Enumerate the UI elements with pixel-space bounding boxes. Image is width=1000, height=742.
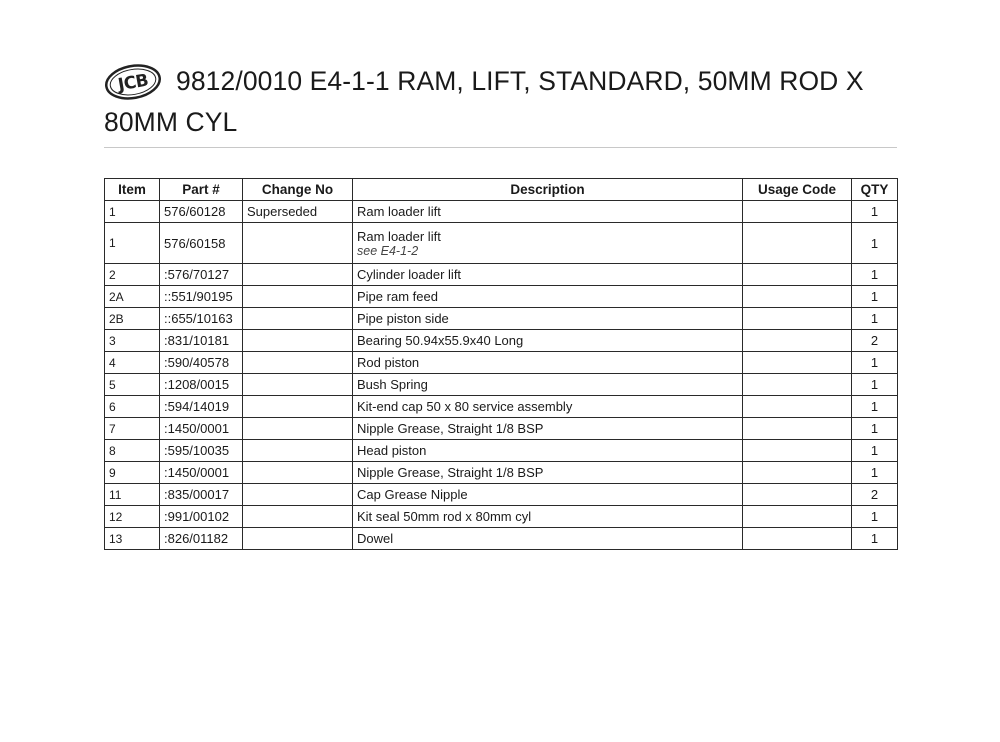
- cell-qty: 1: [852, 462, 898, 484]
- cell-change-no: [243, 396, 353, 418]
- cell-item: 2A: [105, 286, 160, 308]
- jcb-logo: [104, 60, 162, 104]
- cell-usage-code: [743, 440, 852, 462]
- cell-usage-code: [743, 528, 852, 550]
- cell-description: Bearing 50.94x55.9x40 Long: [353, 330, 743, 352]
- cell-description: Nipple Grease, Straight 1/8 BSP: [353, 462, 743, 484]
- cell-part-number: 576/60128: [160, 201, 243, 223]
- table-row: [105, 528, 898, 550]
- cell-part-number: :1208/0015: [160, 374, 243, 396]
- cell-qty: 1: [852, 506, 898, 528]
- cell-usage-code: [743, 374, 852, 396]
- cell-part-number: ::551/90195: [160, 286, 243, 308]
- cell-description: Cylinder loader lift: [353, 264, 743, 286]
- cell-usage-code: [743, 396, 852, 418]
- page-header: [104, 58, 896, 143]
- cell-description: Kit-end cap 50 x 80 service assembly: [353, 396, 743, 418]
- cell-part-number: :590/40578: [160, 352, 243, 374]
- cell-part-number: :991/00102: [160, 506, 243, 528]
- cell-item: 4: [105, 352, 160, 374]
- col-header-qty: QTY: [852, 179, 898, 201]
- cell-part-number: ::655/10163: [160, 308, 243, 330]
- table-row: [105, 484, 898, 506]
- cell-qty: 1: [852, 201, 898, 223]
- cell-change-no: [243, 528, 353, 550]
- col-header-item: Item: [105, 179, 160, 201]
- cell-qty: 1: [852, 352, 898, 374]
- cell-description: Ram loader lift: [353, 201, 743, 223]
- table-row: [105, 286, 898, 308]
- cell-item: 12: [105, 506, 160, 528]
- cell-description: Kit seal 50mm rod x 80mm cyl: [353, 506, 743, 528]
- cell-item: 1: [105, 201, 160, 223]
- cell-description: Cap Grease Nipple: [353, 484, 743, 506]
- table-row: [105, 374, 898, 396]
- cell-change-no: [243, 374, 353, 396]
- cell-item: 1: [105, 223, 160, 264]
- table-body: [105, 201, 898, 550]
- cell-usage-code: [743, 352, 852, 374]
- cell-qty: 1: [852, 418, 898, 440]
- table-row: [105, 462, 898, 484]
- cell-description: Nipple Grease, Straight 1/8 BSP: [353, 418, 743, 440]
- cell-description: Dowel: [353, 528, 743, 550]
- svg-text:JCB: JCB: [116, 70, 150, 96]
- cell-part-number: :1450/0001: [160, 462, 243, 484]
- cell-item: 5: [105, 374, 160, 396]
- table-header-row: [105, 179, 898, 201]
- cell-item: 8: [105, 440, 160, 462]
- cell-usage-code: [743, 330, 852, 352]
- cell-change-no: [243, 330, 353, 352]
- cell-part-number: 576/60158: [160, 223, 243, 264]
- cell-change-no: [243, 462, 353, 484]
- cell-usage-code: [743, 418, 852, 440]
- cell-change-no: [243, 223, 353, 264]
- cell-change-no: [243, 286, 353, 308]
- cell-usage-code: [743, 286, 852, 308]
- cell-usage-code: [743, 308, 852, 330]
- cell-usage-code: [743, 223, 852, 264]
- description-text: Ram loader lift: [357, 228, 441, 244]
- col-header-description: Description: [353, 179, 743, 201]
- table-row: [105, 506, 898, 528]
- table-row: [105, 330, 898, 352]
- cell-qty: 1: [852, 396, 898, 418]
- description-note: see E4-1-2: [357, 243, 419, 258]
- cell-description: Pipe piston side: [353, 308, 743, 330]
- cell-change-no: [243, 440, 353, 462]
- title-divider: [104, 147, 897, 148]
- table-row: [105, 201, 898, 223]
- cell-description: Head piston: [353, 440, 743, 462]
- table-row: [105, 396, 898, 418]
- cell-qty: 1: [852, 223, 898, 264]
- cell-part-number: :835/00017: [160, 484, 243, 506]
- cell-description: Bush Spring: [353, 374, 743, 396]
- cell-change-no: [243, 308, 353, 330]
- cell-description: [353, 223, 743, 264]
- cell-part-number: :595/10035: [160, 440, 243, 462]
- cell-change-no: Superseded: [243, 201, 353, 223]
- cell-change-no: [243, 506, 353, 528]
- cell-item: 6: [105, 396, 160, 418]
- cell-item: 2B: [105, 308, 160, 330]
- cell-qty: 1: [852, 528, 898, 550]
- col-header-change: Change No: [243, 179, 353, 201]
- cell-item: 2: [105, 264, 160, 286]
- cell-qty: 2: [852, 484, 898, 506]
- table-row: [105, 308, 898, 330]
- cell-item: 7: [105, 418, 160, 440]
- col-header-part: Part #: [160, 179, 243, 201]
- cell-change-no: [243, 352, 353, 374]
- cell-item: 11: [105, 484, 160, 506]
- cell-item: 13: [105, 528, 160, 550]
- col-header-usage: Usage Code: [743, 179, 852, 201]
- cell-item: 3: [105, 330, 160, 352]
- table-row: [105, 440, 898, 462]
- cell-qty: 1: [852, 374, 898, 396]
- cell-usage-code: [743, 484, 852, 506]
- cell-part-number: :1450/0001: [160, 418, 243, 440]
- table-row: [105, 264, 898, 286]
- cell-description: Pipe ram feed: [353, 286, 743, 308]
- cell-qty: 1: [852, 286, 898, 308]
- cell-usage-code: [743, 462, 852, 484]
- table-row: [105, 223, 898, 264]
- cell-usage-code: [743, 506, 852, 528]
- cell-qty: 2: [852, 330, 898, 352]
- cell-change-no: [243, 418, 353, 440]
- cell-description: Rod piston: [353, 352, 743, 374]
- cell-part-number: :831/10181: [160, 330, 243, 352]
- cell-usage-code: [743, 201, 852, 223]
- page-title: 9812/0010 E4-1-1 RAM, LIFT, STANDARD, 50MM ROD X 80MM CYL: [104, 66, 864, 137]
- parts-table: [104, 178, 898, 550]
- table-row: [105, 418, 898, 440]
- cell-qty: 1: [852, 308, 898, 330]
- cell-part-number: :594/14019: [160, 396, 243, 418]
- cell-change-no: [243, 264, 353, 286]
- cell-usage-code: [743, 264, 852, 286]
- cell-qty: 1: [852, 440, 898, 462]
- cell-part-number: :576/70127: [160, 264, 243, 286]
- cell-part-number: :826/01182: [160, 528, 243, 550]
- cell-qty: 1: [852, 264, 898, 286]
- cell-change-no: [243, 484, 353, 506]
- cell-item: 9: [105, 462, 160, 484]
- table-row: [105, 352, 898, 374]
